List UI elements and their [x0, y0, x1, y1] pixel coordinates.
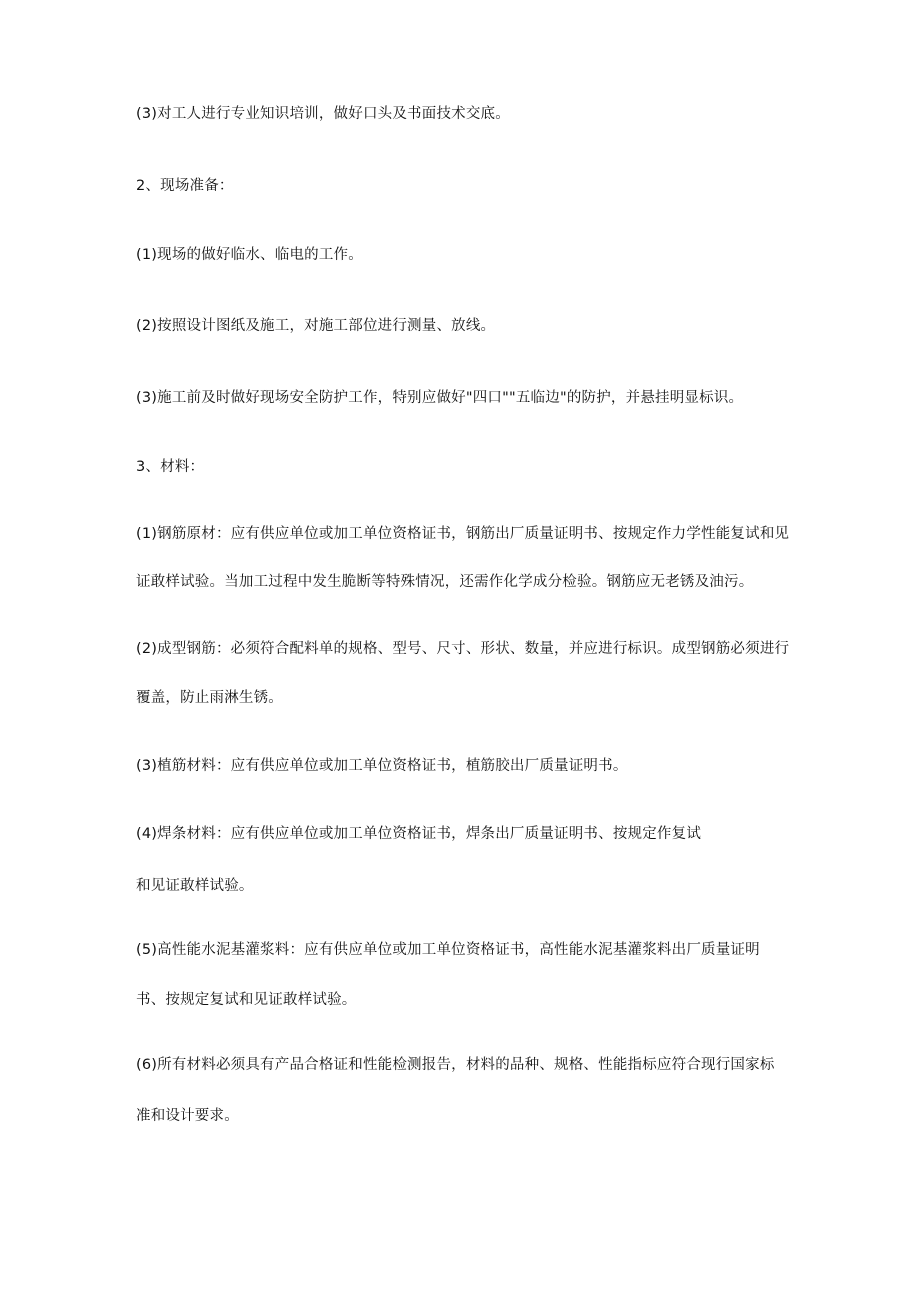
text-line: (2)按照设计图纸及施工，对施工部位进行测量、放线。 — [136, 318, 496, 334]
text-line: 和见证敢样试验。 — [136, 878, 254, 894]
text-line: 书、按规定复试和见证敢样试验。 — [136, 992, 357, 1008]
text-line: (6)所有材料必须具有产品合格证和性能检测报告，材料的品种、规格、性能指标应符合现行国家标 — [136, 1057, 775, 1073]
text-line: (4)焊条材料：应有供应单位或加工单位资格证书，焊条出厂质量证明书、按规定作复试 — [136, 826, 702, 842]
text-line: (3)对工人进行专业知识培训，做好口头及书面技术交底。 — [136, 106, 510, 122]
text-line: (1)现场的做好临水、临电的工作。 — [136, 247, 363, 263]
text-line: 覆盖，防止雨淋生锈。 — [136, 690, 283, 706]
text-line: (2)成型钢筋：必须符合配料单的规格、型号、尺寸、形状、数量，并应进行标识。成型钢筋必须进行 — [136, 641, 790, 657]
text-line: (1)钢筋原材：应有供应单位或加工单位资格证书，钢筋出厂质量证明书、按规定作力学性能复试和见 — [136, 526, 790, 542]
text-line: 证敢样试验。当加工过程中发生脆断等特殊情况，还需作化学成分检验。钢筋应无老锈及油污。 — [136, 574, 754, 590]
section-heading: 2、现场准备： — [136, 178, 234, 194]
text-line: (3)植筋材料：应有供应单位或加工单位资格证书，植筋胶出厂质量证明书。 — [136, 758, 628, 774]
section-heading: 3、材料： — [136, 459, 205, 475]
text-line: (3)施工前及时做好现场安全防护工作，特别应做好"四口""五临边"的防护，并悬挂明显标识。 — [136, 390, 744, 406]
text-line: 准和设计要求。 — [136, 1108, 239, 1124]
text-line: (5)高性能水泥基灌浆料：应有供应单位或加工单位资格证书，高性能水泥基灌浆料出厂质量证明 — [136, 942, 760, 958]
